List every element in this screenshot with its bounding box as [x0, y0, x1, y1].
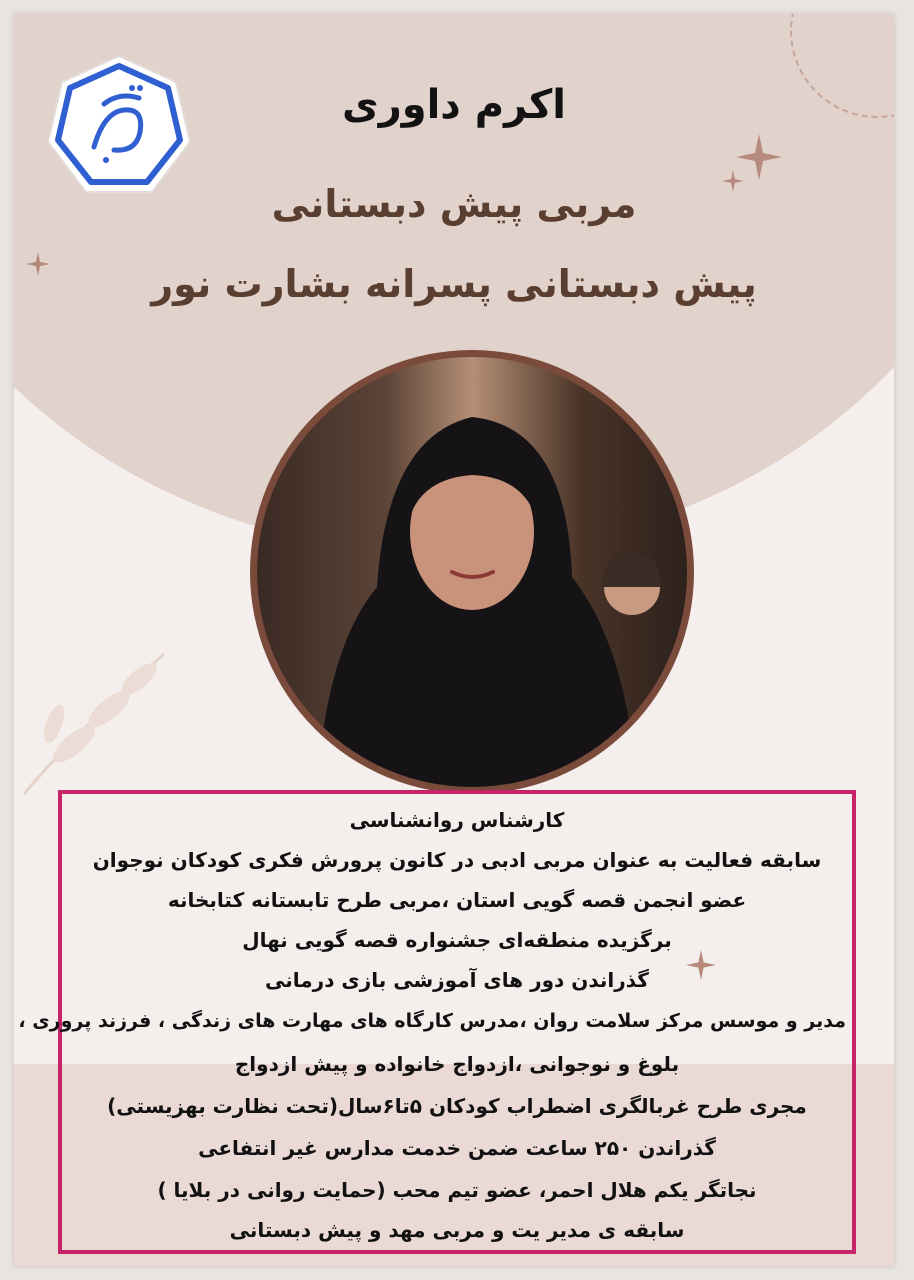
info-line: مجری طرح غربالگری اضطراب کودکان ۵تا۶سال(تحت نظارت بهزیستی) — [107, 1094, 807, 1118]
info-line: بلوغ و نوجوانی ،ازدواج خانواده و پیش ازدواج — [234, 1052, 680, 1076]
info-line: گذراندن ۲۵۰ ساعت ضمن خدمت مدارس غیر انتفاعی — [198, 1136, 716, 1160]
info-line: گذراندن دور های آموزشی بازی درمانی — [265, 968, 649, 992]
leaf-decoration-icon — [14, 644, 184, 804]
person-role: مربی پیش دبستانی — [271, 182, 637, 226]
info-line: نجاتگر یکم هلال احمر، عضو تیم محب (حمایت روانی در بلایا ) — [157, 1178, 757, 1202]
sparkle-icon — [722, 170, 744, 192]
info-line: برگزیده منطقه‌ای جشنواره قصه گویی نهال — [242, 928, 672, 952]
poster-card — [14, 14, 894, 1266]
portrait-photo — [257, 357, 687, 787]
sparkle-icon — [26, 252, 50, 276]
info-line: سابقه فعالیت به عنوان مربی ادبی در کانون پرورش فکری کودکان نوجوان — [92, 848, 822, 872]
info-line: عضو انجمن قصه گویی استان ،مربی طرح تابستانه کتابخانه — [167, 888, 747, 912]
info-line: کارشناس روانشناسی — [349, 808, 565, 832]
info-box — [18, 790, 856, 1254]
info-line: سابقه ی مدیر یت و مربی مهد و پیش دبستانی — [229, 1218, 685, 1242]
person-silhouette-icon — [257, 357, 687, 787]
person-name: اکرم داوری — [342, 82, 566, 128]
portrait-frame — [250, 350, 694, 794]
info-line: مدیر و موسس مرکز سلامت روان ،مدرس کارگاه های مهارت های زندگی ، فرزند پروری ، — [18, 1010, 846, 1032]
school-name: پیش دبستانی پسرانه بشارت نور — [151, 262, 757, 306]
